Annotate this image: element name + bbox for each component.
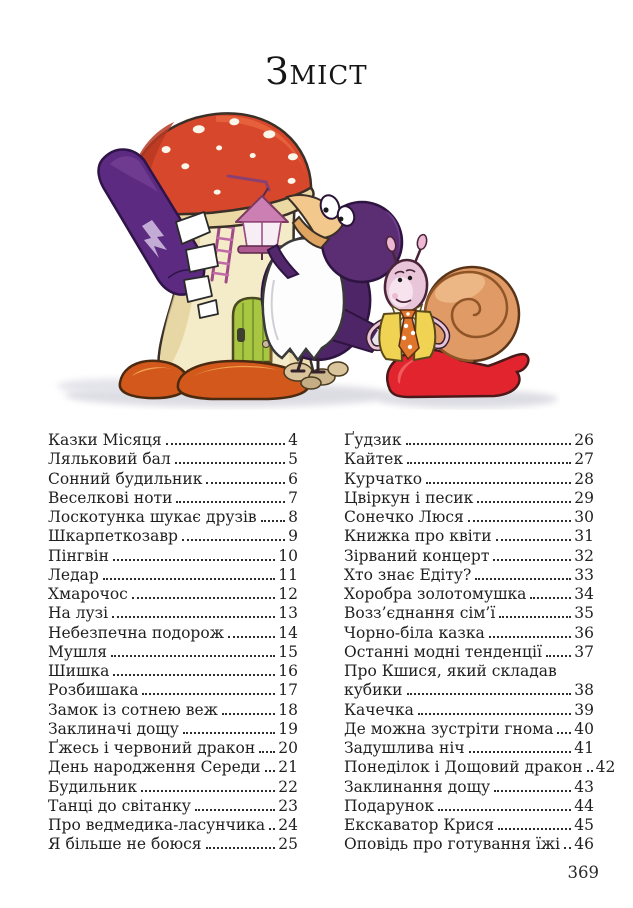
toc-entry	[344, 431, 594, 450]
dot-leader	[557, 732, 571, 734]
toc-entry-page: 31	[574, 527, 594, 546]
dot-leader	[499, 616, 571, 618]
toc-entry-page: 8	[288, 508, 298, 526]
toc-entry-page: 7	[288, 488, 298, 507]
toc-entry-page: 10	[278, 546, 298, 565]
page-title: Зміст	[265, 50, 368, 93]
toc-entry-title: Курчатко	[344, 469, 423, 488]
toc-entry-title: Замок із сотнею веж	[48, 700, 218, 719]
dot-leader	[407, 462, 571, 464]
toc-entry-title: Хмарочос	[48, 585, 128, 603]
toc-entry-page: 18	[278, 700, 298, 719]
toc-entry	[344, 797, 594, 816]
toc-entry-title: Задушлива ніч	[344, 739, 465, 757]
toc-entry-title: Книжка про квіти	[344, 527, 492, 546]
dot-leader	[469, 751, 572, 753]
dot-leader	[195, 809, 275, 811]
toc-entry-page: 4	[288, 431, 298, 449]
toc-entry-title: Сонечко Люся	[344, 508, 464, 526]
toc-entry	[344, 566, 594, 585]
toc-entry-title: Розбишака	[48, 681, 139, 700]
toc-entry-title: День народження Середи	[48, 758, 261, 777]
toc-entry-page: 15	[278, 642, 298, 661]
toc-entry	[344, 720, 594, 739]
toc-entry-title: Заклинання дощу	[344, 777, 491, 796]
toc-entry	[48, 508, 298, 527]
mushroom-roots	[120, 361, 309, 399]
toc-entry	[48, 797, 298, 816]
toc-entry	[344, 547, 594, 566]
toc-entry-title: Чорно-біла казка	[344, 623, 485, 642]
dot-leader	[530, 597, 571, 599]
toc-entry	[344, 643, 594, 662]
toc-entry	[344, 489, 594, 508]
toc-entry-page: 37	[574, 642, 594, 661]
toc-entry	[344, 527, 594, 546]
toc-entry	[48, 470, 298, 489]
dot-leader	[426, 482, 571, 484]
toc-entry	[48, 778, 298, 797]
mushroom-house-illustration	[40, 100, 560, 410]
toc-entry	[48, 585, 298, 604]
toc-entry-page: 35	[574, 604, 594, 623]
dot-leader	[113, 674, 275, 676]
toc-entry-page: 16	[278, 662, 298, 680]
toc-entry-page: 27	[574, 450, 594, 469]
toc-entry-title: Шишка	[48, 662, 110, 680]
dot-leader	[269, 828, 275, 830]
dot-leader	[182, 539, 285, 541]
toc-entry-title: Останні модні тенденції	[344, 642, 542, 661]
toc-entry	[344, 701, 594, 720]
toc-entry	[48, 701, 298, 720]
toc-entry-title: Понеділок і Дощовий дракон	[344, 758, 583, 777]
dot-leader	[477, 501, 571, 503]
toc-entry-title: Небезпечна подорож	[48, 623, 224, 642]
toc-entry	[48, 662, 298, 681]
toc-entry-title: Хто знає Едіту?	[344, 565, 472, 584]
toc-entry-page: 38	[574, 681, 594, 700]
toc-entry-page: 30	[574, 508, 594, 526]
toc-entry-page: 46	[574, 835, 594, 854]
dot-leader	[103, 578, 275, 580]
toc-entry	[344, 604, 594, 623]
toc-entry-title: Заклиначі дощу	[48, 719, 179, 738]
toc-entry-title: Хоробра золотомушка	[344, 585, 527, 603]
toc-entry-title: Качечка	[344, 700, 414, 719]
toc-entry	[48, 431, 298, 450]
toc-entry-title: Казки Місяця	[48, 431, 162, 449]
toc-entry	[48, 816, 298, 835]
toc-entry-title: Лоскотунка шукає друзів	[48, 508, 257, 526]
folio-page-number: 369	[567, 863, 599, 882]
toc-entry-title: Я більше не боюся	[48, 835, 202, 854]
toc-entry	[344, 662, 594, 681]
dot-leader	[141, 790, 275, 792]
toc-entry-title: кубики	[344, 681, 403, 700]
toc-entry-page: 39	[574, 700, 594, 719]
toc-entry	[48, 604, 298, 623]
toc-entry	[344, 624, 594, 643]
toc-entry-page: 34	[574, 585, 594, 603]
dot-leader	[468, 520, 571, 522]
toc-column-right	[344, 431, 616, 855]
dot-leader	[261, 520, 285, 522]
toc-entry-page: 41	[574, 739, 594, 757]
toc-entry-page: 43	[574, 777, 594, 796]
dot-leader	[475, 578, 571, 580]
toc-entry	[344, 758, 616, 777]
dot-leader	[493, 559, 571, 561]
toc-entry-page: 5	[288, 450, 298, 469]
toc-entry-page: 33	[574, 565, 594, 584]
toc-entry-title: Танці до світанку	[48, 796, 191, 815]
toc-entry-page: 24	[278, 816, 298, 834]
dot-leader	[176, 501, 285, 503]
toc-entry-title: Екскаватор Крися	[344, 816, 495, 834]
dot-leader	[438, 809, 571, 811]
toc-entry-page: 23	[278, 796, 298, 815]
dot-leader	[132, 597, 275, 599]
toc-entry-title: Кайтек	[344, 450, 404, 469]
toc-entry-page: 12	[278, 585, 298, 603]
toc-entry	[344, 585, 594, 604]
toc-entry	[48, 835, 298, 854]
toc-entry	[48, 527, 298, 546]
toc-entry-title: Де можна зустріти гнома	[344, 719, 554, 738]
toc-entry	[48, 758, 298, 777]
dot-leader	[489, 636, 572, 638]
toc-entry-title: Шкарпеткозавр	[48, 527, 178, 546]
toc-entry	[48, 624, 298, 643]
toc-entry-title: Ляльковий бал	[48, 450, 171, 469]
toc-column-left	[48, 431, 298, 855]
toc-entry-page: 40	[574, 719, 594, 738]
toc-entry	[344, 739, 594, 758]
dot-leader	[228, 636, 275, 638]
toc-entry-title: Сонний будильник	[48, 469, 203, 488]
toc-entry	[48, 643, 298, 662]
toc-entry-page: 25	[278, 835, 298, 854]
toc-entry-page: 44	[574, 796, 594, 815]
dot-leader	[496, 539, 572, 541]
toc-entry-page: 17	[278, 681, 298, 700]
toc-entry-page: 32	[574, 546, 594, 565]
toc-entry	[344, 816, 594, 835]
toc-entry-page: 6	[288, 469, 298, 488]
toc-entry-page: 45	[574, 816, 594, 834]
dot-leader	[166, 443, 285, 445]
toc-entry-title: На лузі	[48, 604, 109, 623]
toc-entry	[344, 450, 594, 469]
dot-leader	[206, 482, 285, 484]
toc-entry-page: 28	[574, 469, 594, 488]
dot-leader	[407, 693, 572, 695]
dot-leader	[406, 443, 572, 445]
dot-leader	[265, 770, 276, 772]
toc-entry-title: Веселкові ноти	[48, 488, 173, 507]
toc-entry-title: Подарунок	[344, 796, 435, 815]
toc-entry-page: 22	[278, 777, 298, 796]
toc-entry	[344, 681, 594, 700]
dot-leader	[142, 693, 275, 695]
toc-entry-page: 9	[288, 527, 298, 546]
toc-entry-title: Оповідь про готування їжі	[344, 835, 561, 854]
toc-entry-title: Про ведмедика-ласунчика	[48, 816, 266, 834]
toc-entry-title: Пінгвін	[48, 546, 109, 565]
dot-leader	[113, 559, 275, 561]
toc-entry-page: 20	[278, 739, 298, 757]
dot-leader	[546, 655, 571, 657]
dot-leader	[206, 847, 276, 849]
dot-leader	[175, 462, 285, 464]
dot-leader	[418, 713, 571, 715]
toc-entry-page: 11	[278, 565, 298, 584]
toc-entry-page: 19	[278, 719, 298, 738]
dot-leader	[112, 616, 275, 618]
toc-entry	[48, 450, 298, 469]
dot-leader	[587, 770, 593, 772]
toc-entry-title: Цвіркун і песик	[344, 488, 474, 507]
toc-entry-title: Будильник	[48, 777, 138, 796]
dot-leader	[259, 751, 275, 753]
toc-entry-title: Ґжесь і червоний дракон	[48, 739, 256, 757]
toc-entry-title: Возз’єднання сім’ї	[344, 604, 496, 623]
dot-leader	[222, 713, 275, 715]
toc-entry	[344, 470, 594, 489]
toc-entry-page: 13	[278, 604, 298, 623]
toc-entry-title: Ледар	[48, 565, 99, 584]
toc-entry	[344, 835, 594, 854]
dot-leader	[111, 655, 275, 657]
toc-entry-page: 26	[574, 431, 594, 449]
toc-entry-title: Ґудзик	[344, 431, 402, 449]
toc-entry-page: 29	[574, 488, 594, 507]
toc-entry-page: 36	[574, 623, 594, 642]
toc-entry	[48, 739, 298, 758]
toc-entry	[344, 778, 594, 797]
dot-leader	[498, 828, 571, 830]
dot-leader	[494, 790, 571, 792]
toc-entry	[48, 489, 298, 508]
toc-entry	[48, 547, 298, 566]
toc-entry-page: 21	[278, 758, 298, 777]
toc-entry	[344, 508, 594, 527]
toc-entry-title: Про Кшися, який складав	[344, 662, 557, 680]
dot-leader	[183, 732, 275, 734]
toc-entry	[48, 720, 298, 739]
toc-entry-title: Зірваний концерт	[344, 546, 490, 565]
toc-entry-page: 14	[278, 623, 298, 642]
toc-entry-title: Мушля	[48, 642, 108, 661]
toc-entry	[48, 681, 298, 700]
dot-leader	[564, 847, 571, 849]
toc-entry	[48, 566, 298, 585]
toc-entry-page: 42	[595, 758, 616, 777]
